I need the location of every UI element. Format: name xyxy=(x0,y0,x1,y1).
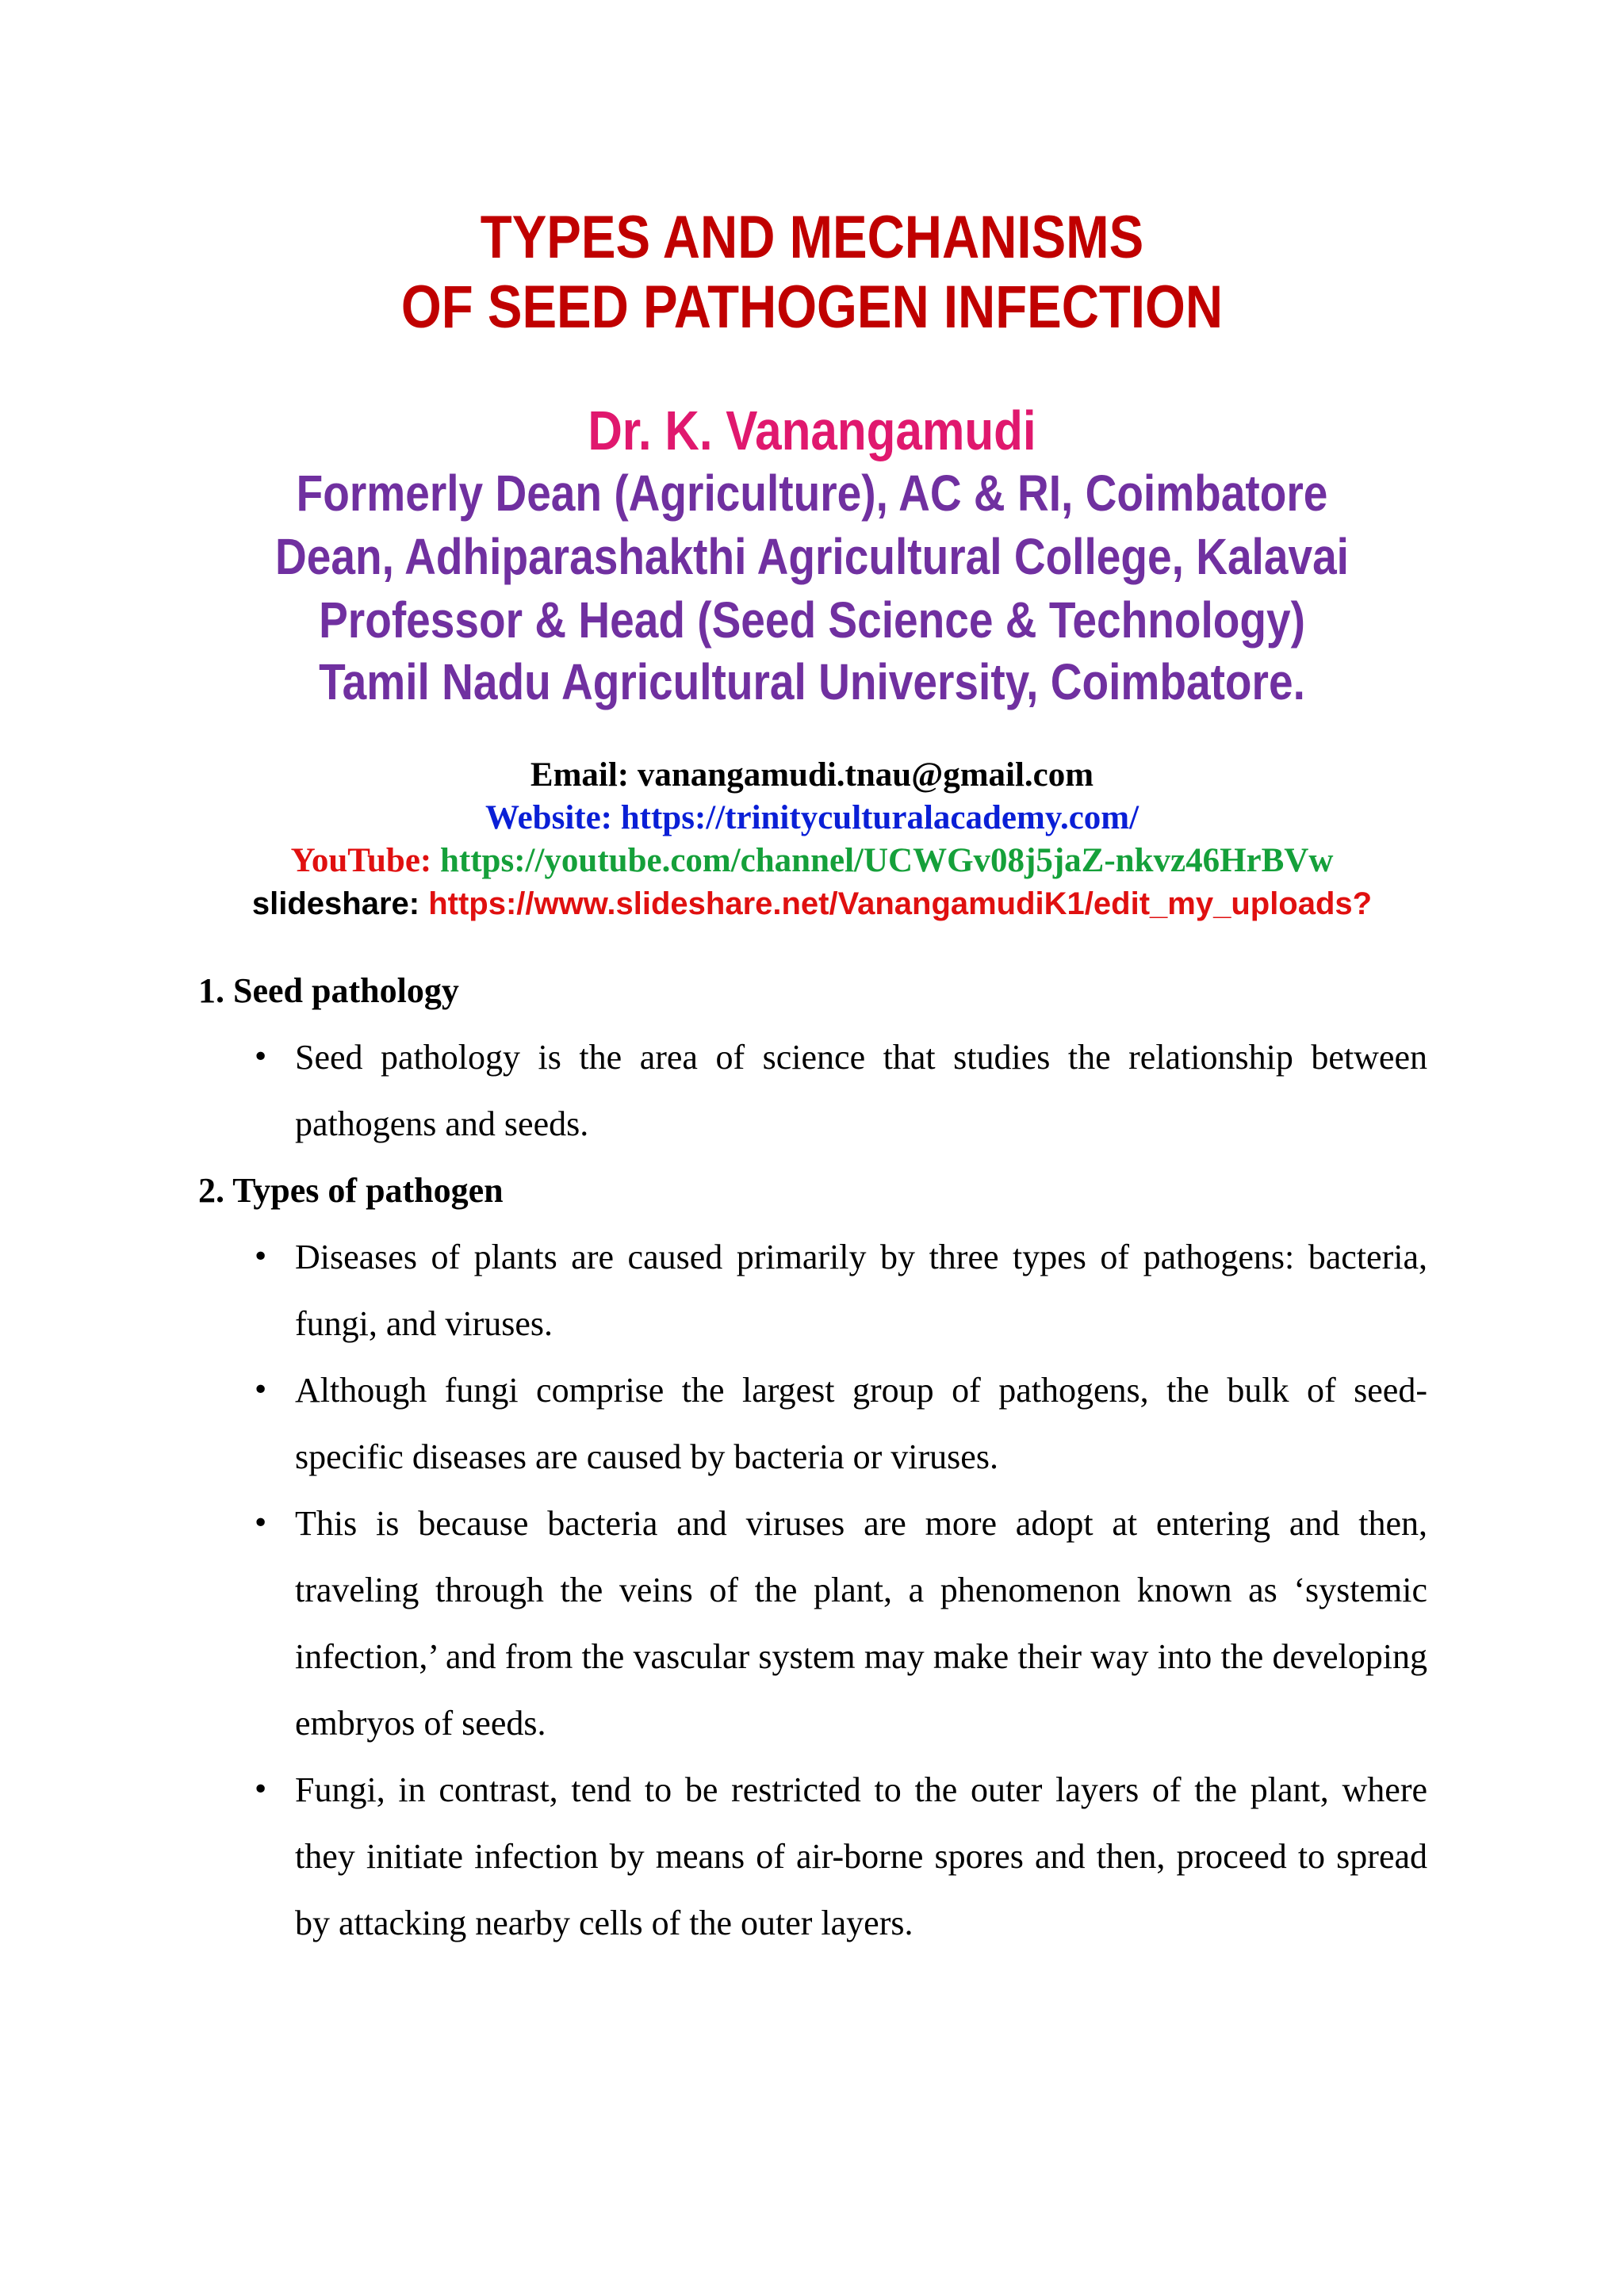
bullet-text: Seed pathology is the area of science that studies the relationship between pathogens and seeds. xyxy=(295,1038,1427,1143)
youtube-line xyxy=(0,844,1624,878)
affiliation-line-4: Tamil Nadu Agricultural University, Coimbatore. xyxy=(319,653,1305,710)
bullet-text: Although fungi comprise the largest group of pathogens, the bulk of seed-specific diseases are caused by bacteria or viruses. xyxy=(295,1371,1427,1476)
bullet-marker xyxy=(252,1043,278,1069)
bullet-text: This is because bacteria and viruses are more adopt at entering and then, traveling through the veins of the plant, a phenomenon known as ‘systemic infection,’ and from the vascular system may make their way into the developing embryos of seeds. xyxy=(295,1504,1427,1743)
bullet-marker xyxy=(252,1376,278,1402)
author-name: Dr. K. Vanangamudi xyxy=(588,400,1036,461)
slideshare-line xyxy=(0,888,1624,920)
bullet-text: Diseases of plants are caused primarily by three types of pathogens: bacteria, fungi, and viruses. xyxy=(295,1238,1427,1343)
affiliation-line-1: Formerly Dean (Agriculture), AC & RI, Coimbatore xyxy=(296,465,1328,522)
website-label: Website: xyxy=(485,799,612,836)
bullet-marker xyxy=(252,1243,278,1269)
slideshare-label: slideshare: xyxy=(251,886,420,921)
website-link[interactable]: https://trinityculturalacademy.com/ xyxy=(620,799,1139,836)
document-title-line-2: OF SEED PATHOGEN INFECTION xyxy=(400,274,1224,341)
bullet-marker xyxy=(252,1776,278,1801)
document-title-line-1: TYPES AND MECHANISMS xyxy=(480,204,1144,271)
youtube-label: YouTube: xyxy=(290,842,432,879)
section-heading-types-of-pathogen: 2. Types of pathogen xyxy=(198,1171,504,1210)
section-heading-seed-pathology: 1. Seed pathology xyxy=(198,971,459,1010)
affiliation-line-2: Dean, Adhiparashakthi Agricultural College, Kalavai xyxy=(275,528,1349,585)
affiliation-line-3: Professor & Head (Seed Science & Technology) xyxy=(319,591,1305,649)
email-line xyxy=(0,758,1624,792)
email-address[interactable]: vanangamudi.tnau@gmail.com xyxy=(637,756,1094,794)
slideshare-link[interactable]: https://www.slideshare.net/VanangamudiK1/edit_my_uploads? xyxy=(428,886,1373,921)
website-line xyxy=(0,801,1624,835)
youtube-link[interactable]: https://youtube.com/channel/UCWGv08j5jaZ-nkvz46HrBVw xyxy=(440,842,1334,879)
email-label: Email: xyxy=(530,756,630,794)
bullet-text: Fungi, in contrast, tend to be restricted to the outer layers of the plant, where they initiate infection by means of air-borne spores and then, proceed to spread by attacking nearby cells of the outer layers. xyxy=(295,1770,1427,1942)
bullet-marker xyxy=(252,1510,278,1535)
